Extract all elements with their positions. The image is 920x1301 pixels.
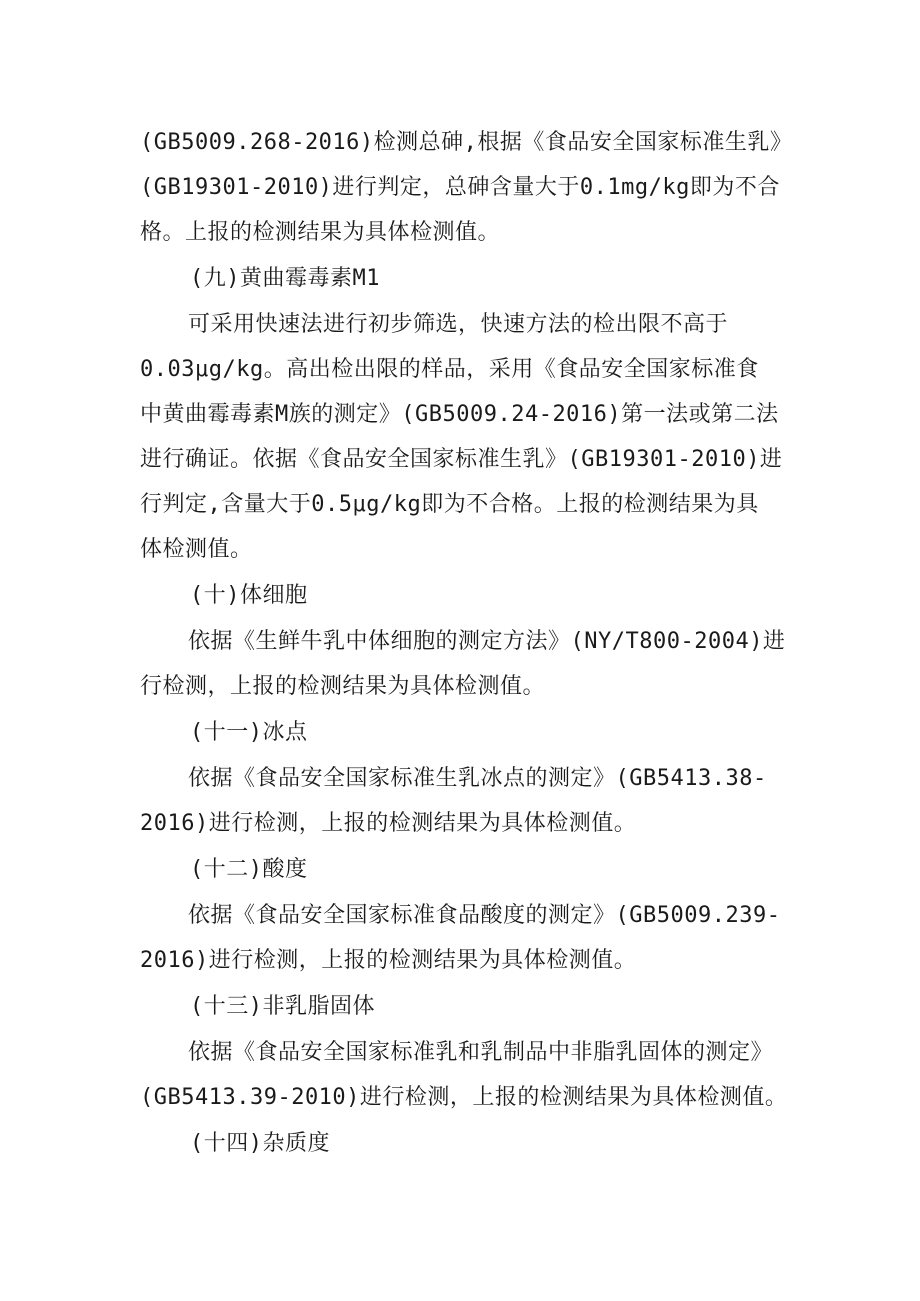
paragraph-line: 依据《食品安全国家标准食品酸度的测定》(GB5009.239-: [188, 903, 781, 928]
section-heading-13: (十三)非乳脂固体: [190, 994, 375, 1019]
paragraph-line: 进行确证。依据《食品安全国家标准生乳》(GB19301-2010)进: [140, 447, 783, 472]
paragraph-line: (GB19301-2010)进行判定，总砷含量大于0.1mg/kg即为不合: [140, 175, 780, 200]
paragraph-line: 行检测，上报的检测结果为具体检测值。: [140, 674, 546, 699]
paragraph-line: 2016)进行检测，上报的检测结果为具体检测值。: [140, 948, 637, 973]
paragraph-line: 可采用快速法进行初步筛选，快速方法的检出限不高于: [188, 312, 729, 337]
section-heading-10: (十)体细胞: [190, 583, 308, 608]
paragraph-line: 中黄曲霉毒素M族的测定》(GB5009.24-2016)第一法或第二法: [140, 402, 779, 427]
paragraph-line: 格。上报的检测结果为具体检测值。: [140, 220, 501, 245]
paragraph-line: 0.03μg/kg。高出检出限的样品，采用《食品安全国家标准食: [140, 357, 759, 382]
paragraph-line: (GB5009.268-2016)检测总砷,根据《食品安全国家标准生乳》: [140, 130, 793, 155]
paragraph-line: 体检测值。: [140, 537, 253, 562]
section-heading-11: (十一)冰点: [190, 720, 308, 745]
section-heading-12: (十二)酸度: [190, 857, 308, 882]
paragraph-line: 2016)进行检测，上报的检测结果为具体检测值。: [140, 811, 637, 836]
paragraph-line: 依据《食品安全国家标准乳和乳制品中非脂乳固体的测定》: [188, 1040, 774, 1065]
paragraph-line: 依据《生鲜牛乳中体细胞的测定方法》(NY/T800-2004)进: [188, 629, 786, 654]
section-heading-14: (十四)杂质度: [190, 1131, 330, 1156]
paragraph-line: (GB5413.39-2010)进行检测，上报的检测结果为具体检测值。: [140, 1085, 788, 1110]
paragraph-line: 行判定,含量大于0.5μg/kg即为不合格。上报的检测结果为具: [140, 492, 759, 517]
section-heading-9: (九)黄曲霉毒素M1: [190, 266, 380, 291]
paragraph-line: 依据《食品安全国家标准生乳冰点的测定》(GB5413.38-: [188, 766, 767, 791]
